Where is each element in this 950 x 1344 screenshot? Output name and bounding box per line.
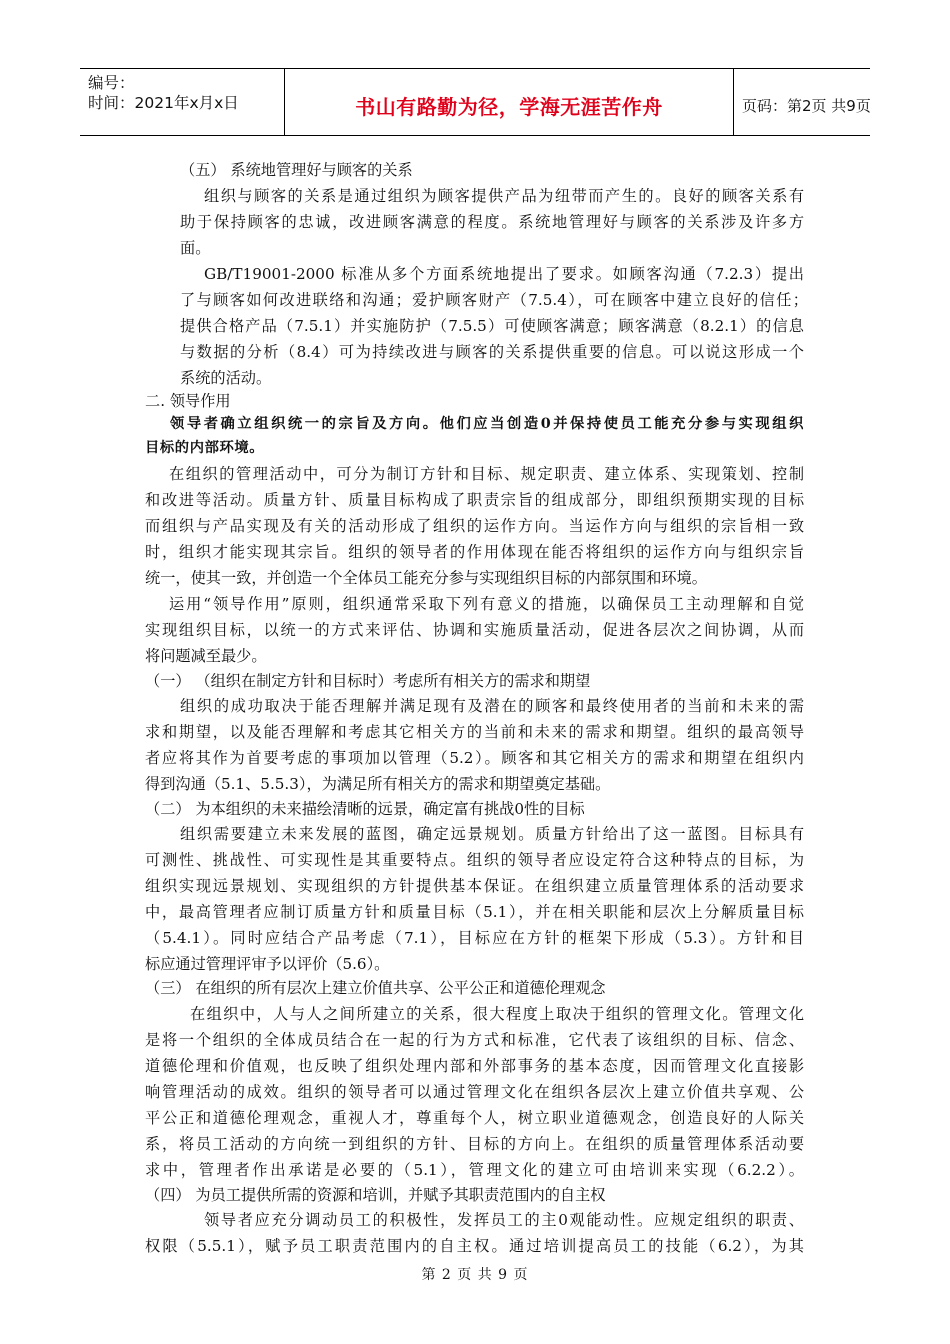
text-line: 与数据的分析（8.4）可为持续改进与顾客的关系提供重要的信息。可以说这形成一个 [180,343,804,361]
text-line: 时，组织才能实现其宗旨。组织的领导者的作用体现在能否将组织的运作方向与组织宗旨 [145,543,804,561]
text-line: 组织实现远景规划、实现组织的方针提供基本保证。在组织建立质量管理体系的活动要求 [145,877,804,895]
text-line: 和改进等活动。质量方针、质量目标构成了职责宗旨的组成部分，即组织预期实现的目标 [145,491,804,509]
page-header [80,68,870,136]
bold-statement-line: 目标的内部环境。 [145,440,265,456]
text-line: 了与顾客如何改进联络和沟通；爱护顾客财产（7.5.4），可在顾客中建立良好的信任； [180,291,808,309]
text-line: 求中，管理者作出承诺是必要的（5.1），管理文化的建立可由培训来实现（6.2.2）。 [145,1161,804,1179]
bold-statement-line: 领导者确立组织统一的宗旨及方向。他们应当创造0并保持使员工能充分参与实现组织 [170,416,804,432]
text-line: 将问题减至最少。 [145,647,267,665]
text-line: 领导者应充分调动员工的积极性，发挥员工的主0观能动性。应规定组织的职责、 [204,1211,804,1229]
text-line: 统一，使其一致，并创造一个全体员工能充分参与实现组织目标的内部氛围和环境。 [145,569,707,587]
text-line: 实现组织目标，以统一的方式来评估、协调和实施质量活动，促进各层次之间协调，从而 [145,621,804,639]
text-line: 权限（5.5.1），赋予员工职责范围内的自主权。通过培训提高员工的技能（6.2），为其 [145,1237,804,1255]
text-line: 道德伦理和价值观，也反映了组织处理内部和外部事务的基本态度，因而管理文化直接影 [145,1057,804,1075]
text-line: 平公正和道德伦理观念，重视人才，尊重每个人，树立职业道德观念，创造良好的人际关 [145,1109,804,1127]
text-line: 中，最高管理者应制订质量方针和质量目标（5.1），并在相关职能和层次上分解质量目标 [145,903,804,921]
text-line: 组织的成功取决于能否理解并满足现有及潜在的顾客和最终使用者的当前和未来的需 [180,697,804,715]
subsection-heading-four: （四） 为员工提供所需的资源和培训，并赋予其职责范围内的自主权 [145,1186,606,1204]
text-line: 助于保持顾客的忠诚，改进顾客满意的程度。系统地管理好与顾客的关系涉及许多方 [180,213,804,231]
text-line: 提供合格产品（7.5.1）并实施防护（7.5.5）可使顾客满意；顾客满意（8.2.1）的信息 [180,317,804,335]
motto-text: 书山有路勤为径，学海无涯苦作舟 [355,95,663,119]
text-line: 组织与顾客的关系是通过组织为顾客提供产品为纽带而产生的。良好的顾客关系有 [204,187,804,205]
text-line: 在组织的管理活动中，可分为制订方针和目标、规定职责、建立体系、实现策划、控制 [169,465,804,483]
text-line: 面。 [180,239,211,257]
text-line: 系统的活动。 [180,369,272,387]
page-number-label: 页码：第2页 共9页 [742,97,871,115]
header-page-cell [732,69,870,135]
text-line: 者应将其作为首要考虑的事项加以管理（5.2）。顾客和其它相关方的需求和期望在组织内 [145,749,804,767]
header-info-cell [80,69,284,135]
date-label: 时间：2021年x月x日 [88,94,239,112]
text-line: GB/T19001-2000 标准从多个方面系统地提出了要求。如顾客沟通（7.2.3）提出 [204,265,804,283]
subsection-heading-two: （二） 为本组织的未来描绘清晰的远景，确定富有挑战0性的目标 [145,800,585,818]
text-line: 是将一个组织的全体成员结合在一起的行为方式和标准，它代表了该组织的目标、信念、 [145,1031,804,1049]
text-line: 标应通过管理评审予以评价（5.6）。 [145,955,390,973]
section-heading-two: 二. 领导作用 [145,392,231,410]
text-line: 响管理活动的成效。组织的领导者可以通过管理文化在组织各层次上建立价值共享观、公 [145,1083,804,1101]
text-line: 可测性、挑战性、可实现性是其重要特点。组织的领导者应设定符合这种特点的目标，为 [145,851,804,869]
text-line: 而组织与产品实现及有关的活动形成了组织的运作方向。当运作方向与组织的宗旨相一致 [145,517,804,535]
header-motto-cell [284,69,734,135]
text-line: 得到沟通（5.1、5.5.3），为满足所有相关方的需求和期望奠定基础。 [145,775,611,793]
subsection-heading-three: （三） 在组织的所有层次上建立价值共享、公平公正和道德伦理观念 [145,979,606,997]
number-label: 编号： [88,74,135,92]
text-line: 运用“领导作用”原则，组织通常采取下列有意义的措施，以确保员工主动理解和自觉 [169,595,804,613]
text-line: 系，将员工活动的方向统一到组织的方针、目标的方向上。在组织的质量管理体系活动要 [145,1135,804,1153]
text-line: 在组织中，人与人之间所建立的关系，很大程度上取决于组织的管理文化。管理文化 [190,1005,804,1023]
subsection-heading-one: （一） （组织在制定方针和目标时）考虑所有相关方的需求和期望 [145,672,591,690]
section-heading-five: （五） 系统地管理好与顾客的关系 [180,161,413,179]
text-line: 求和期望，以及能否理解和考虑其它相关方的当前和未来的需求和期望。组织的最高领导 [145,723,804,741]
page-footer: 第 2 页 共 9 页 [421,1267,529,1283]
text-line: 组织需要建立未来发展的蓝图，确定远景规划。质量方针给出了这一蓝图。目标具有 [180,825,804,843]
text-line: （5.4.1）。同时应结合产品考虑（7.1），目标应在方针的框架下形成（5.3）。方针和目 [145,929,804,947]
